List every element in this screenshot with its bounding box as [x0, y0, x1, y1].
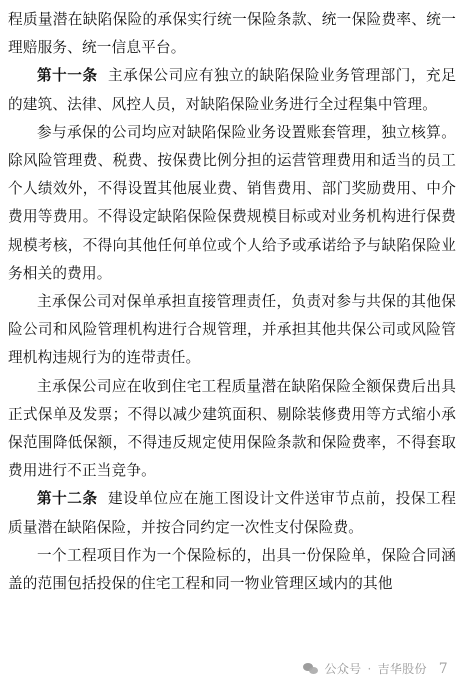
article-11-paragraph [8, 62, 456, 118]
paragraph-text: 主承保公司应在收到住宅工程质量潜在缺陷保险全额保费后出具正式保单及发票；不得以减少建筑面积、剔除装修费用等方式缩小承保范围降低保额，不得违反规定使用保险条款和保险费率，不得套取费用进行不正当竞争。 [8, 377, 456, 480]
wechat-watermark [303, 660, 448, 677]
watermark-separator: · [367, 661, 372, 676]
watermark-account-name: 吉华股份 [377, 662, 427, 676]
page-number: 7 [438, 660, 448, 677]
accounting-paragraph [8, 119, 456, 288]
article-12-paragraph [8, 485, 456, 541]
article-heading: 第十一条 [37, 67, 98, 85]
paragraph-text: 主承保公司对保单承担直接管理责任，负责对参与共保的其他保险公司和风险管理机构进行合规管理，并承担其他共保公司或风险管理机构违规行为的连带责任。 [8, 293, 456, 367]
paragraph-text: 参与承保的公司均应对缺陷保险业务设置账套管理，独立核算。除风险管理费、税费、按保费比例分担的运营管理费用和适当的员工个人绩效外，不得设置其他展业费、销售费用、部门奖励费用、中介费用等费用。不得设定缺陷保险保费规模目标或对业务机构进行保费规模考核，不得向其他任何单位或个人给予或承诺给予与缺陷保险业务相关的费用。 [8, 123, 456, 282]
watermark-source-label: 公众号 [324, 662, 362, 676]
article-heading: 第十二条 [37, 490, 98, 508]
liability-paragraph [8, 288, 456, 373]
paragraph-text: 程质量潜在缺陷保险的承保实行统一保险条款、统一保险费率、统一理赔服务、统一信息平台。 [8, 11, 456, 57]
insurance-subject-paragraph [8, 542, 456, 598]
paragraph-text: 主承保公司应有独立的缺陷保险业务管理部门，充足的建筑、法律、风控人员，对缺陷保险业务进行全过程集中管理。 [8, 67, 456, 113]
paragraph-text: 一个工程项目作为一个保险标的，出具一份保险单，保险合同涵盖的范围包括投保的住宅工程和同一物业管理区域内的其他 [8, 546, 456, 593]
paragraph-text: 建设单位应在施工图设计文件送审节点前，投保工程质量潜在缺陷保险，并按合同约定一次性支付保险费。 [8, 490, 456, 536]
policy-issuance-paragraph [8, 373, 456, 486]
paragraph-continuation [8, 6, 456, 62]
wechat-icon [303, 662, 319, 676]
